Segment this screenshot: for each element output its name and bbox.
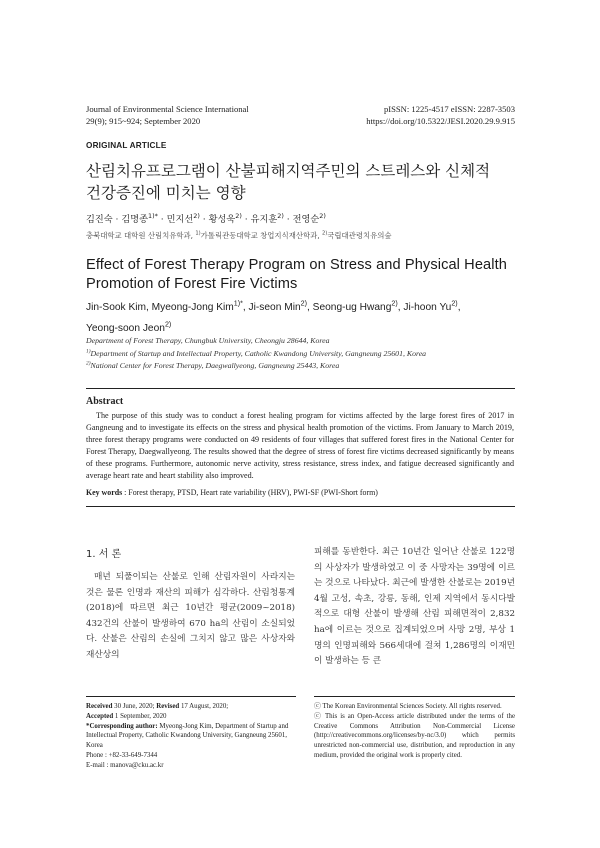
en-affil-3: National Center for Forest Therapy, Daegwallyeong, Gangneung 25443, Korea: [90, 361, 340, 371]
footnote-rule-right: [314, 696, 515, 697]
ko-author-1: 김진숙 · 김명종: [86, 214, 149, 225]
en-author-4-sup: 2): [451, 299, 458, 308]
ko-author-4: · 유지훈: [241, 214, 278, 225]
en-author-6-sup: 2): [164, 320, 172, 329]
ko-author-3: · 황성욱: [199, 214, 236, 225]
korean-title: [86, 160, 516, 204]
footnote-left: [86, 702, 296, 771]
abstract-top-rule: [86, 388, 515, 389]
footnote-right: [314, 702, 515, 761]
ko-author-5: · 전영순: [283, 214, 320, 225]
corr-text: Myeong-Jong Kim, Department of Startup and Intellectual Property, Catholic Kwandong University, Gangneung 25601, Korea: [86, 722, 289, 750]
en-author-2-sup: 2): [300, 299, 307, 308]
journal-doi[interactable]: https://doi.org/10.5322/JESI.2020.29.9.915: [366, 116, 515, 126]
en-author-comma: ,: [457, 302, 461, 313]
english-title: [86, 256, 526, 293]
abstract-text: The purpose of this study was to conduct a forest healing program for victims affected by the large forest fires of 2017 in Gangneung and to investigate its effects on the stress and physical health promotion of the victims. From January to March 2019, three forest therapy programs were conducted on 49 residents of four villages that suffered forest fires in the National Center for Forest Therapy, Daegwallyeong. The results showed that the degree of stress of forest fire victims decreased significantly by means of these programs. Furthermore, autonomic nerve activity, stress resistance, stress index, and fatigue decreased significantly and average heart rate and heart stability also improved.: [86, 411, 514, 480]
license: ⓒ This is an Open-Access article distributed under the terms of the Creative Commons Attribution Non-Commercial License (http://creativecommons.org/licenses/by-nc/3.0) which permits unrestricted non-commercial use, distribution, and reproduction in any medium, provided the original work is properly cited.: [314, 712, 515, 759]
ko-affil-sup-1: 1): [195, 230, 201, 237]
ko-author-4-sup: 2): [277, 211, 284, 220]
en-author-3-sup: 2): [391, 299, 398, 308]
article-type: ORIGINAL ARTICLE: [86, 141, 167, 150]
corr-label: *Corresponding author:: [86, 722, 158, 730]
accepted-line: [86, 712, 296, 722]
ko-author-2-sup: 2): [193, 211, 200, 220]
accepted-date: 1 September, 2020: [113, 712, 167, 720]
english-title-line2: Promotion of Forest Fire Victims: [86, 275, 298, 292]
ko-affil-2: 가톨릭관동대학교 창업지식재산학과,: [200, 231, 322, 240]
received-label: Received: [86, 703, 113, 710]
body-column-1: 매년 되풀이되는 산불로 인해 산림자원이 사라지는 것은 물론 인명과 재산의 피해가 심각하다. 산림청통계(2018)에 따르면 최근 10년간 평균(2009~2018) 432건의 산불이 발생하여 670 ha의 산림이 소실되었다. 산불은 산림의 손실에 그치지 않고 많은 사상자와 재산상의: [86, 572, 295, 660]
korean-title-line1: 산림치유프로그램이 산불피해지역주민의 스트레스와 신체적: [86, 162, 491, 180]
revised-date: 17 August, 2020;: [179, 703, 229, 710]
received-line: [86, 702, 296, 712]
english-title-line1: Effect of Forest Therapy Program on Stress and Physical Health: [86, 257, 507, 273]
copyright: ⓒ The Korean Environmental Sciences Society. All rights reserved.: [314, 703, 502, 710]
section-heading: 1. 서 론: [86, 549, 122, 560]
en-author-2: , Ji-seon Min: [242, 302, 301, 313]
ko-affil-1: 충북대학교 대학원 산림치유학과,: [86, 231, 196, 240]
en-affil-sup-2: 2): [86, 360, 91, 367]
keywords-text: : Forest therapy, PTSD, Heart rate variability (HRV), PWI-SF (PWI-Short form): [122, 488, 378, 497]
corresponding-author: [86, 722, 296, 751]
ko-author-2: · 민지선: [157, 214, 194, 225]
journal-issn: pISSN: 1225-4517 eISSN: 2287-3503: [383, 104, 515, 114]
body-column-2: 피해를 동반한다. 최근 10년간 일어난 산불로 122명의 사상자가 발생하였고 이 중 사망자는 39명에 이르는 것으로 나타났다. 최근에 발생한 산불로는 2019년 4월 고성, 속초, 강릉, 동해, 인제 지역에서 동시다발적으로 대형 산불이 발생해 산림 피해면적이 2,832 ha에 이르는 것으로 집계되었으며 사망 2명, 부상 1명의 인명피해와 566세대에 걸쳐 1,286명의 이재민이 발생하는 등 큰: [314, 547, 515, 667]
korean-affiliations: [86, 230, 392, 241]
journal-issue: 29(9); 915~924; September 2020: [86, 116, 201, 126]
ko-author-5-sup: 2): [319, 211, 326, 220]
english-authors: [86, 297, 516, 339]
en-affil-1: Department of Forest Therapy, Chungbuk University, Cheongju 28644, Korea: [86, 336, 330, 345]
en-affil-2-row: [86, 348, 526, 361]
en-author-1-sup: 1)*: [233, 299, 243, 308]
keywords: [86, 488, 514, 497]
ko-affil-3: 국립대관령치유의숲: [327, 231, 392, 240]
ko-affil-sup-2: 2): [321, 230, 328, 237]
en-author-4: , Ji-hoon Yu: [397, 302, 452, 313]
en-authors-line1: [86, 297, 516, 318]
email[interactable]: E-mail : manova@cku.ac.kr: [86, 761, 164, 769]
phone: Phone : +82-33-649-7344: [86, 751, 158, 759]
en-affil-2: Department of Startup and Intellectual Property, Catholic Kwandong University, Gangneung 25601, Korea: [90, 348, 427, 358]
abstract-bottom-rule: [86, 506, 515, 507]
ko-author-3-sup: 2): [235, 211, 242, 220]
en-author-1: Jin-Sook Kim, Myeong-Jong Kim: [86, 302, 234, 313]
korean-title-line2: 건강증진에 미치는 영향: [86, 184, 246, 202]
keywords-label: Key words: [86, 488, 123, 497]
footnote-rule-left: [86, 696, 296, 697]
english-affiliations: [86, 335, 526, 373]
abstract-heading: Abstract: [86, 396, 124, 407]
en-author-6: Yeong-soon Jeon: [86, 323, 165, 334]
en-affil-sup-1: 1): [86, 348, 91, 354]
received-date: 30 June, 2020;: [112, 703, 157, 710]
journal-identifiers: [366, 103, 515, 127]
en-author-3: , Seong-ug Hwang: [306, 302, 392, 313]
journal-info: [86, 103, 249, 127]
korean-authors: [86, 211, 326, 225]
en-affil-3-row: [86, 360, 526, 373]
accepted-label: Accepted: [86, 712, 114, 720]
revised-label: Revised: [156, 703, 180, 710]
ko-author-1-sup: 1)*: [148, 211, 158, 220]
journal-name: Journal of Environmental Science International: [86, 104, 249, 114]
